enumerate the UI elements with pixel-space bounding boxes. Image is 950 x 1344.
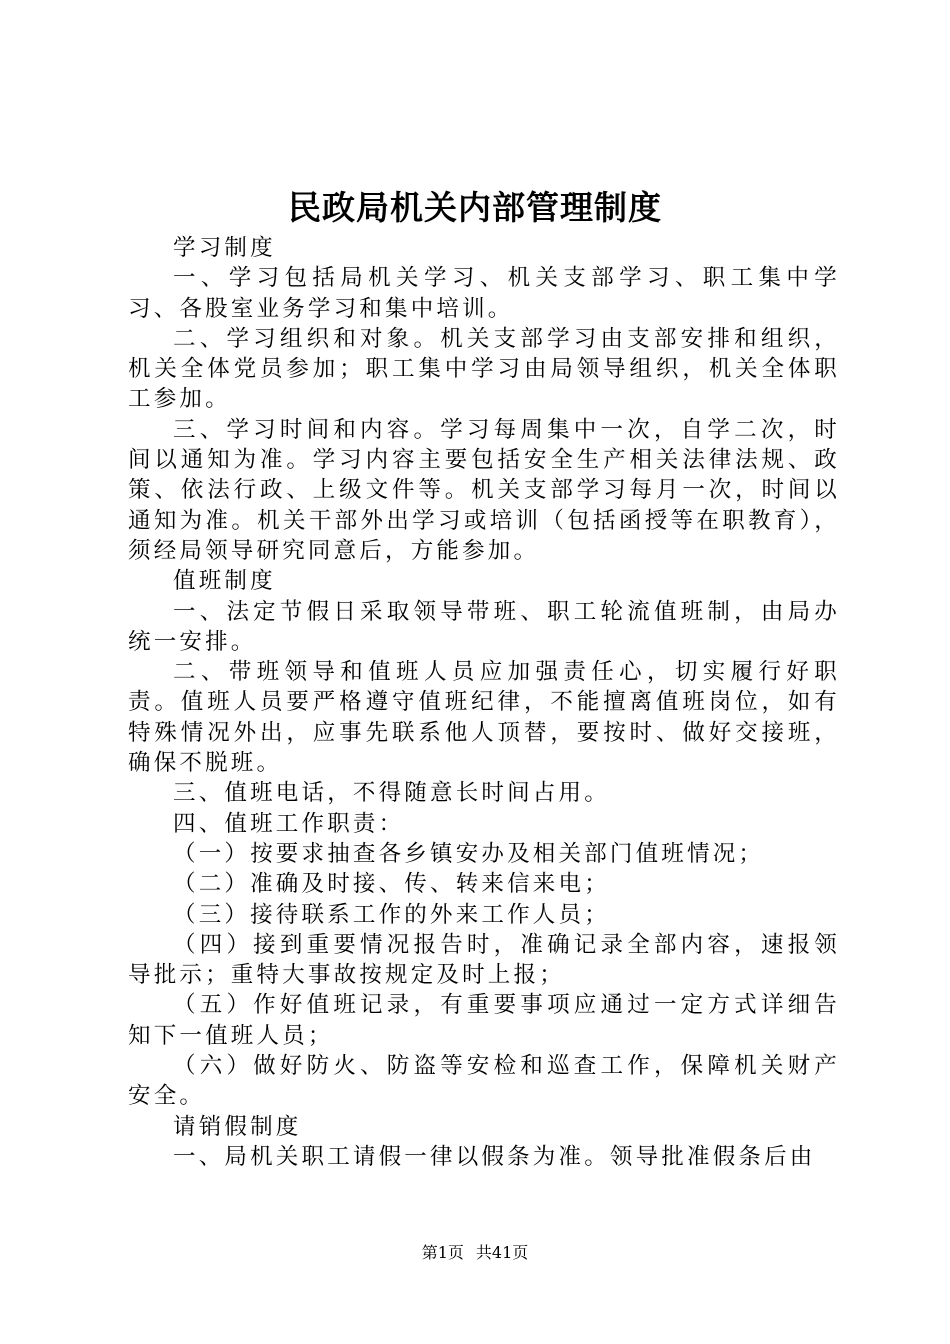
section-heading-leave: 请销假制度: [173, 1113, 302, 1140]
paragraph: 四、值班工作职责：: [173, 810, 405, 837]
section-heading-study: 学习制度: [173, 235, 276, 261]
page-number: 第1页: [421, 1243, 464, 1262]
page-total: 共41页: [475, 1243, 529, 1262]
list-item: （六）做好防火、防盗等安检和巡查工作，保障机关财产安全。: [128, 1053, 840, 1110]
list-item: （四）接到重要情况报告时，准确记录全部内容，速报领导批示；重特大事故按规定及时上报；: [128, 931, 840, 989]
list-item: （五）作好值班记录，有重要事项应通过一定方式详细告知下一值班人员；: [128, 992, 840, 1049]
document-body: [128, 233, 840, 1172]
page-footer: [0, 1241, 950, 1265]
paragraph: 三、学习时间和内容。学习每周集中一次，自学二次，时间以通知为准。学习内容主要包括安全生产相关法律法规、政策、依法行政、上级文件等。机关支部学习每月一次，时间以通知为准。机关干部外出学习或培训（包括函授等在职教育），须经局领导研究同意后，方能参加。: [128, 416, 840, 564]
list-item: （三）接待联系工作的外来工作人员；: [173, 901, 610, 928]
paragraph: 二、带班领导和值班人员应加强责任心，切实履行好职责。值班人员要严格遵守值班纪律，不能擅离值班岗位，如有特殊情况外出，应事先联系他人顶替，要按时、做好交接班，确保不脱班。: [128, 659, 840, 777]
paragraph: 三、值班电话，不得随意长时间占用。: [173, 780, 610, 807]
list-item: （二）准确及时接、传、转来信来电；: [173, 871, 610, 898]
document-title: 民政局机关内部管理制度: [288, 188, 662, 227]
paragraph: 二、学习组织和对象。机关支部学习由支部安排和组织，机关全体党员参加；职工集中学习由局领导组织，机关全体职工参加。: [128, 325, 840, 413]
paragraph: 一、局机关职工请假一律以假条为准。领导批准假条后由: [173, 1143, 816, 1170]
section-heading-duty: 值班制度: [173, 568, 276, 595]
paragraph: 一、法定节假日采取领导带班、职工轮流值班制，由局办统一安排。: [128, 598, 840, 655]
paragraph: 一、学习包括局机关学习、机关支部学习、职工集中学习、各股室业务学习和集中培训。: [128, 265, 840, 322]
list-item: （一）按要求抽查各乡镇安办及相关部门值班情况；: [173, 840, 765, 867]
